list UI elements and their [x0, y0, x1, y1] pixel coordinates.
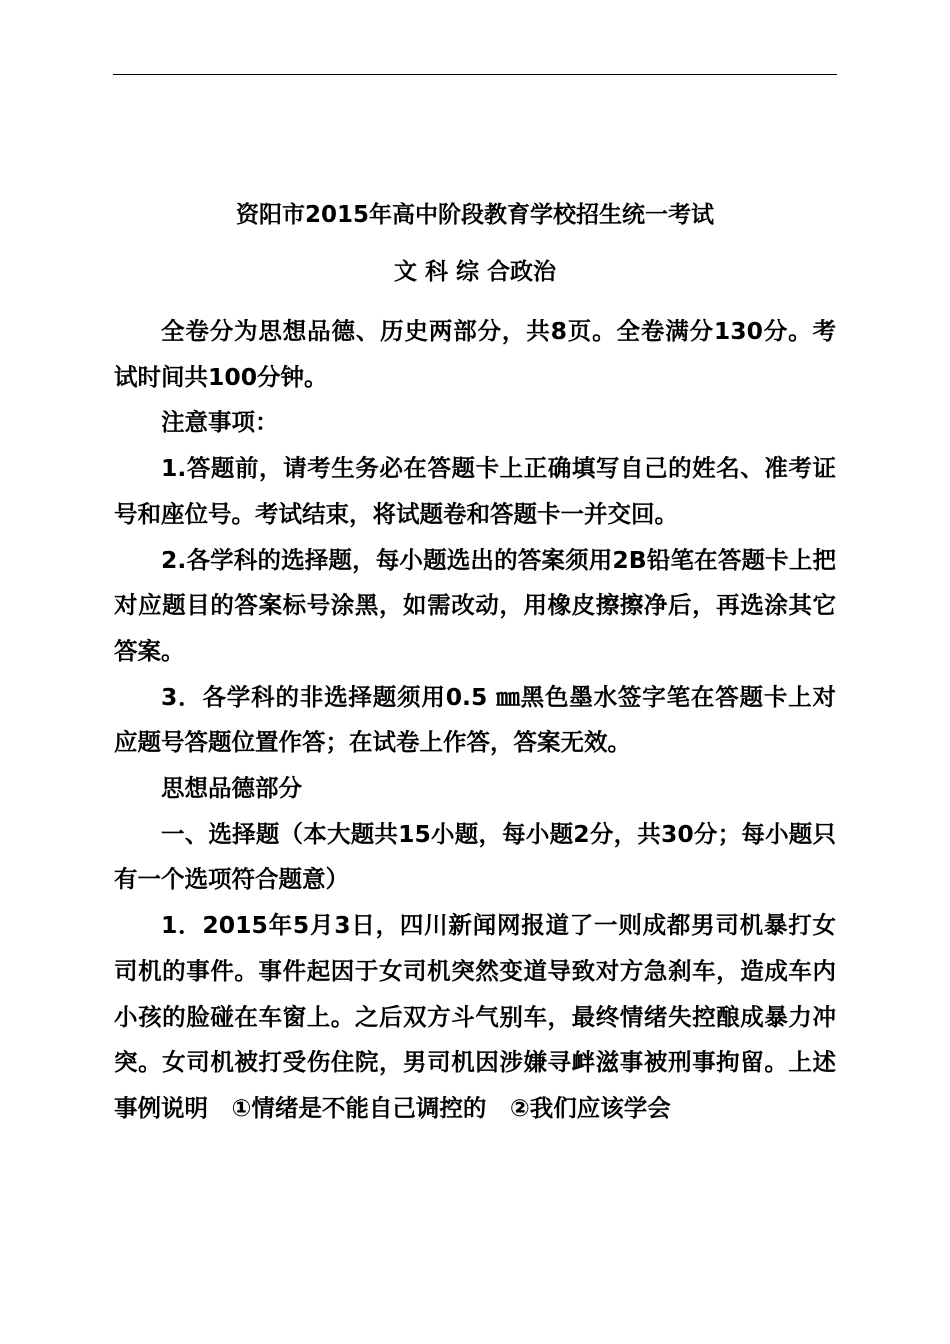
header-rule: [113, 74, 837, 75]
section-heading: 思想品德部分: [161, 774, 302, 803]
exam-subtitle: 文 科 综 合政治: [393, 259, 557, 285]
exam-title: 资阳市2015年高中阶段教育学校招生统一考试: [235, 202, 714, 228]
notice-heading: 注意事项：: [161, 408, 279, 437]
question-1: 1．2015年5月3日，四川新闻网报道了一则成都男司机暴打女司机的事件。事件起因于女司机突然变道导致对方急刹车，造成车内小孩的脸碰在车窗上。之后双方斗气别车，最终情绪失控酿成暴力冲突。女司机被打受伤住院，男司机因涉嫌寻衅滋事被刑事拘留。上述事例说明 ①情绪是不能自己调控的 ②我们应该学会: [114, 911, 836, 1122]
intro-paragraph: 全卷分为思想品德、历史两部分，共8页。全卷满分130分。考试时间共100分钟。: [114, 317, 836, 391]
notice-item-2: 2.各学科的选择题，每小题选出的答案须用2B铅笔在答题卡上把对应题目的答案标号涂黑，如需改动，用橡皮擦擦净后，再选涂其它答案。: [114, 545, 836, 665]
notice-item-3: 3．各学科的非选择题须用0.5 ㎜黑色墨水签字笔在答题卡上对应题号答题位置作答；在试卷上作答，答案无效。: [114, 682, 836, 757]
notice-item-1: 1.答题前，请考生务必在答题卡上正确填写自己的姓名、准考证号和座位号。考试结束，将试题卷和答题卡一并交回。: [114, 454, 836, 528]
document-body: [114, 309, 836, 1132]
question-group-heading: 一、选择题（本大题共15小题，每小题2分，共30分；每小题只有一个选项符合题意）: [114, 819, 836, 894]
